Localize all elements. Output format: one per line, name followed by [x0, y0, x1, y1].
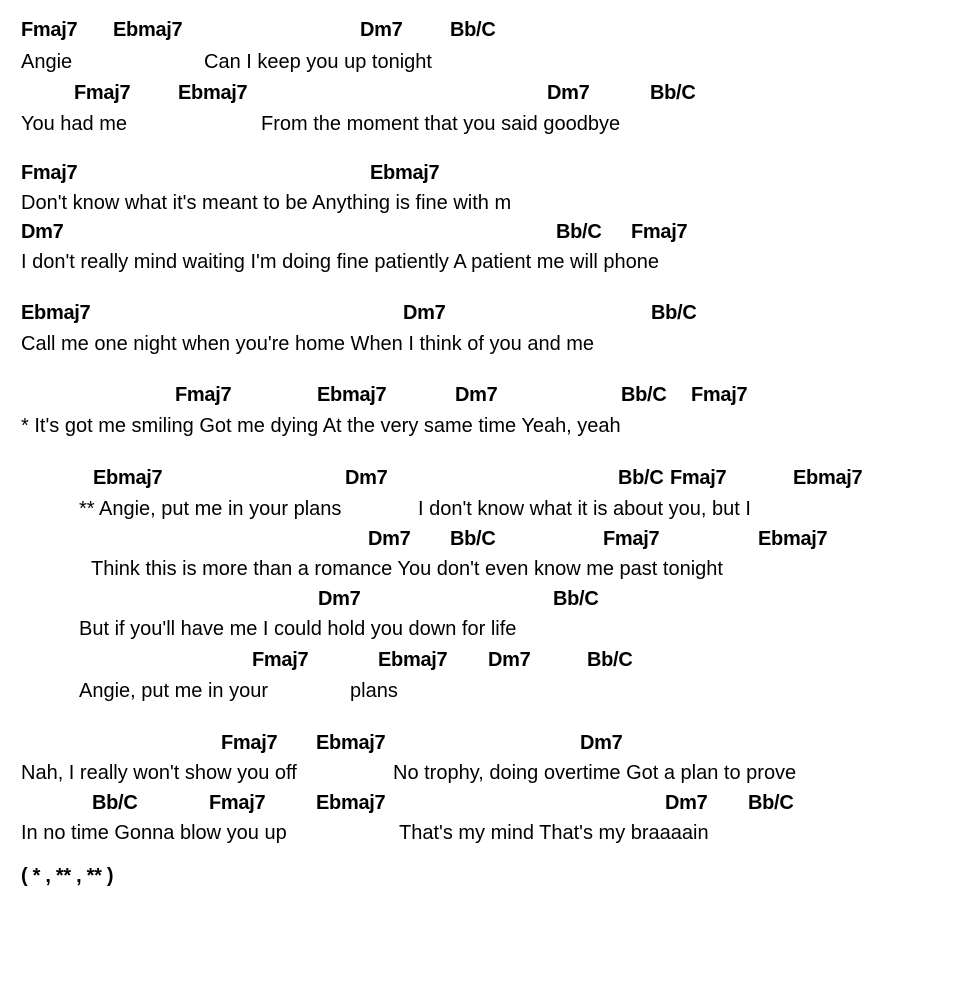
chord-label: Bb/C	[651, 302, 697, 324]
lyric-text: Think this is more than a romance You don't even know me past tonight	[91, 558, 723, 580]
chord-label: Fmaj7	[670, 467, 727, 489]
chord-label: Ebmaj7	[93, 467, 163, 489]
lyric-text: I don't really mind waiting I'm doing fine patiently A patient me will phone	[21, 251, 659, 273]
chord-label: Ebmaj7	[370, 162, 440, 184]
chord-label: Dm7	[488, 649, 531, 671]
chord-label: Ebmaj7	[113, 19, 183, 41]
chord-label: Ebmaj7	[178, 82, 248, 104]
chord-label: Ebmaj7	[21, 302, 91, 324]
lyric-text: That's my mind That's my braaaain	[399, 822, 709, 844]
lyric-text: plans	[350, 680, 398, 702]
lyric-text: Can I keep you up tonight	[204, 51, 432, 73]
chord-label: Ebmaj7	[316, 792, 386, 814]
chord-label: Bb/C	[621, 384, 667, 406]
chord-label: Ebmaj7	[378, 649, 448, 671]
chord-label: Ebmaj7	[793, 467, 863, 489]
lyric-text: From the moment that you said goodbye	[261, 113, 621, 135]
chord-label: Fmaj7	[252, 649, 309, 671]
chord-label: Dm7	[403, 302, 446, 324]
lyric-text: You had me	[21, 113, 128, 135]
chord-label: Ebmaj7	[758, 528, 828, 550]
chord-label: Fmaj7	[631, 221, 688, 243]
chord-label: Dm7	[318, 588, 361, 610]
lyric-text: Call me one night when you're home When I think of you and me	[21, 333, 595, 355]
chord-label: Fmaj7	[603, 528, 660, 550]
chord-label: Fmaj7	[209, 792, 266, 814]
chord-label: Dm7	[455, 384, 498, 406]
chord-label: Bb/C	[748, 792, 794, 814]
chord-label: Bb/C	[553, 588, 599, 610]
chord-label: Dm7	[580, 732, 623, 754]
chord-label: Dm7	[665, 792, 708, 814]
lyric-text: Don't know what it's meant to be Anything is fine with m	[21, 192, 512, 214]
lyric-text: Angie, put me in your	[79, 680, 268, 702]
chord-label: Dm7	[21, 221, 64, 243]
legend-text: ( * , ** , ** )	[21, 865, 114, 887]
chord-label: Ebmaj7	[317, 384, 387, 406]
chord-label: Dm7	[345, 467, 388, 489]
chord-label: Fmaj7	[691, 384, 748, 406]
lyric-text: Nah, I really won't show you off	[21, 762, 297, 784]
chord-label: Dm7	[547, 82, 590, 104]
lyric-text: * It's got me smiling Got me dying At the very same time Yeah, yeah	[21, 415, 621, 437]
lyric-text: ** Angie, put me in your plans	[79, 498, 342, 520]
chord-label: Fmaj7	[175, 384, 232, 406]
chord-label: Bb/C	[450, 19, 496, 41]
lyric-text: I don't know what it is about you, but I	[418, 498, 751, 520]
lyric-text: No trophy, doing overtime Got a plan to prove	[393, 762, 797, 784]
chord-label: Fmaj7	[21, 19, 78, 41]
chord-label: Fmaj7	[74, 82, 131, 104]
lyric-text: Angie	[21, 51, 73, 73]
chord-label: Fmaj7	[21, 162, 78, 184]
chord-label: Dm7	[368, 528, 411, 550]
chord-label: Bb/C	[556, 221, 602, 243]
chord-label: Bb/C	[618, 467, 664, 489]
chord-label: Bb/C	[450, 528, 496, 550]
lyric-text: But if you'll have me I could hold you down for life	[79, 618, 517, 640]
chord-label: Bb/C	[587, 649, 633, 671]
lyric-text: In no time Gonna blow you up	[21, 822, 287, 844]
chord-label: Bb/C	[650, 82, 696, 104]
chord-label: Bb/C	[92, 792, 138, 814]
chord-label: Fmaj7	[221, 732, 278, 754]
chord-label: Dm7	[360, 19, 403, 41]
chord-label: Ebmaj7	[316, 732, 386, 754]
